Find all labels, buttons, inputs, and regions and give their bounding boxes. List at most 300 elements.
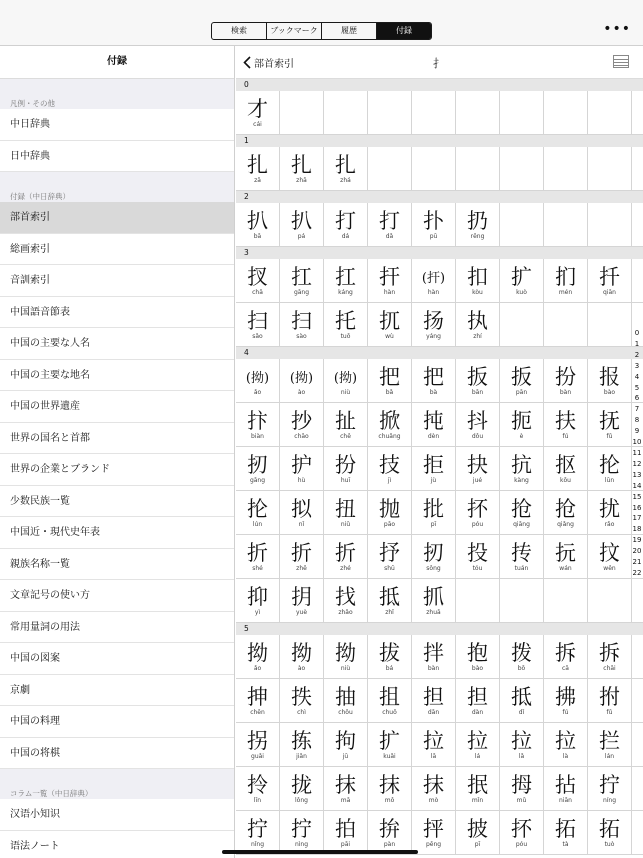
pinyin-label: lǒng <box>295 797 308 804</box>
empty-cell <box>500 203 544 246</box>
sidebar-item[interactable]: 世界の国名と首都 <box>0 423 234 455</box>
grid-row <box>236 635 643 679</box>
stroke-group-header: 3 <box>236 247 643 259</box>
kanji-cell[interactable] <box>368 635 412 678</box>
grid-row <box>236 359 643 403</box>
segmented-control[interactable] <box>211 22 432 40</box>
kanji-cell[interactable] <box>280 447 324 490</box>
kanji-cell[interactable] <box>544 635 588 678</box>
pinyin-label: káng <box>338 289 353 296</box>
kanji-char: 技 <box>379 453 400 477</box>
kanji-cell[interactable] <box>236 723 280 766</box>
empty-cell <box>412 91 456 134</box>
index-item[interactable]: 6 <box>634 394 640 403</box>
sidebar-item[interactable]: 中国語音節表 <box>0 297 234 329</box>
sidebar-item[interactable]: 世界の企業とブランド <box>0 454 234 486</box>
pinyin-label: lǎ <box>518 753 525 760</box>
kanji-cell[interactable] <box>236 767 280 810</box>
kanji-char: 抵 <box>379 585 400 609</box>
kanji-cell[interactable] <box>280 767 324 810</box>
kanji-cell[interactable] <box>324 447 368 490</box>
kanji-cell[interactable] <box>500 767 544 810</box>
pinyin-label: wán <box>559 565 572 572</box>
kanji-cell[interactable] <box>324 723 368 766</box>
pinyin-label: jiǎn <box>296 753 307 760</box>
pinyin-label: qiān <box>603 289 616 296</box>
kanji-cell[interactable] <box>324 359 368 402</box>
empty-cell <box>588 579 632 622</box>
kanji-cell[interactable] <box>280 403 324 446</box>
index-item[interactable]: 9 <box>634 427 640 436</box>
kanji-cell[interactable] <box>544 679 588 722</box>
empty-cell <box>280 91 324 134</box>
kanji-char: 抠 <box>555 453 576 477</box>
pinyin-label: zhuā <box>426 609 441 616</box>
kanji-char: 拈 <box>555 773 576 797</box>
kanji-cell[interactable] <box>368 403 412 446</box>
sidebar-item[interactable]: 親族名称一覧 <box>0 549 234 581</box>
sidebar-item[interactable]: 部首索引 <box>0 202 234 234</box>
kanji-cell[interactable] <box>456 403 500 446</box>
kanji-char: (扞) <box>421 271 446 286</box>
empty-cell <box>544 147 588 190</box>
grid-row <box>236 679 643 723</box>
index-item[interactable]: 17 <box>632 514 642 523</box>
empty-cell <box>412 147 456 190</box>
index-item[interactable]: 10 <box>632 438 642 447</box>
kanji-cell[interactable] <box>236 359 280 402</box>
pinyin-label: huī <box>340 477 351 484</box>
kanji-cell[interactable] <box>324 203 368 246</box>
pinyin-label: è <box>519 433 524 440</box>
kanji-char: 扶 <box>555 409 576 433</box>
kanji-char: 抔 <box>467 497 488 521</box>
index-item[interactable]: 20 <box>632 547 642 556</box>
kanji-char: 抗 <box>511 453 532 477</box>
kanji-char: 扪 <box>555 265 576 289</box>
tab-1[interactable]: ブックマーク <box>266 23 321 39</box>
kanji-cell[interactable] <box>500 679 544 722</box>
index-item[interactable]: 15 <box>632 492 642 501</box>
sidebar-item[interactable]: 汉语小知识 <box>0 799 234 831</box>
kanji-cell[interactable] <box>500 811 544 854</box>
kanji-cell[interactable] <box>236 535 280 578</box>
tab-3[interactable]: 付録 <box>376 23 431 39</box>
kanji-cell[interactable] <box>412 403 456 446</box>
kanji-char: 扒 <box>291 209 312 233</box>
kanji-cell[interactable] <box>544 259 588 302</box>
kanji-cell[interactable] <box>588 359 632 402</box>
sidebar-section-header: コラム一覧（中日辞典） <box>0 769 234 799</box>
kanji-cell[interactable] <box>588 447 632 490</box>
back-button[interactable] <box>243 55 294 70</box>
sidebar-item[interactable]: 京劇 <box>0 675 234 707</box>
index-item[interactable]: 19 <box>632 536 642 545</box>
index-item[interactable]: 4 <box>634 372 640 381</box>
pinyin-label: ǎo <box>253 389 262 396</box>
kanji-cell[interactable] <box>588 635 632 678</box>
nav-bar <box>236 46 643 79</box>
kanji-cell[interactable] <box>412 635 456 678</box>
kanji-char: 拂 <box>555 685 576 709</box>
kanji-cell[interactable] <box>280 535 324 578</box>
sidebar-section-header: 付録（中日辞典） <box>0 172 234 202</box>
kanji-cell[interactable] <box>368 579 412 622</box>
pinyin-label: kàng <box>514 477 529 484</box>
kanji-cell[interactable] <box>456 811 500 854</box>
kanji-cell[interactable] <box>368 723 412 766</box>
kanji-cell[interactable] <box>236 491 280 534</box>
sidebar-item[interactable]: 中国の図案 <box>0 643 234 675</box>
grid-row <box>236 259 643 303</box>
index-item[interactable]: 18 <box>632 525 642 534</box>
sidebar-item[interactable]: 文章記号の使い方 <box>0 580 234 612</box>
kanji-cell[interactable] <box>236 147 280 190</box>
kanji-cell[interactable] <box>544 767 588 810</box>
empty-cell <box>456 91 500 134</box>
sidebar-item[interactable]: 中日辞典 <box>0 109 234 141</box>
stroke-group-header: 1 <box>236 135 643 147</box>
kanji-char: (拗) <box>333 371 358 386</box>
pinyin-label: mǔ <box>516 797 527 804</box>
kanji-char: 扫 <box>247 309 268 333</box>
pinyin-label: ǎo <box>253 665 262 672</box>
kanji-char: 扤 <box>379 309 400 333</box>
kanji-char: 披 <box>467 817 488 841</box>
kanji-cell[interactable] <box>412 203 456 246</box>
sidebar-item[interactable]: 常用量詞の用法 <box>0 612 234 644</box>
index-item[interactable]: 2 <box>634 350 640 359</box>
index-item[interactable]: 14 <box>632 481 642 490</box>
kanji-cell[interactable] <box>280 303 324 346</box>
kanji-cell[interactable] <box>324 579 368 622</box>
kanji-cell[interactable] <box>412 679 456 722</box>
kanji-cell[interactable] <box>588 491 632 534</box>
pinyin-label: pāi <box>340 841 351 848</box>
kanji-cell[interactable] <box>544 811 588 854</box>
pinyin-label: ào <box>297 665 306 672</box>
kanji-char: 扠 <box>247 265 268 289</box>
kanji-cell[interactable] <box>324 767 368 810</box>
kanji-char: 拧 <box>247 817 268 841</box>
pinyin-label: zhā <box>296 177 307 184</box>
kanji-cell[interactable] <box>588 723 632 766</box>
kanji-cell[interactable] <box>456 447 500 490</box>
kanji-char: 抔 <box>511 817 532 841</box>
sidebar-item[interactable]: 日中辞典 <box>0 141 234 173</box>
kanji-cell[interactable] <box>456 203 500 246</box>
kanji-cell[interactable] <box>324 147 368 190</box>
kanji-char: 拉 <box>423 729 444 753</box>
kanji-char: 抽 <box>335 685 356 709</box>
kanji-cell[interactable] <box>280 679 324 722</box>
pinyin-label: wù <box>385 333 394 340</box>
kanji-cell[interactable] <box>456 679 500 722</box>
kanji-char: 掀 <box>379 409 400 433</box>
kanji-cell[interactable] <box>500 259 544 302</box>
kanji-char: 拢 <box>291 773 312 797</box>
kanji-char: 批 <box>423 497 444 521</box>
list-icon[interactable] <box>613 55 629 68</box>
pinyin-label: fú <box>562 709 569 716</box>
kanji-cell[interactable] <box>412 579 456 622</box>
pinyin-label: shé <box>252 565 263 572</box>
pinyin-label: bō <box>517 665 526 672</box>
kanji-cell[interactable] <box>412 811 456 854</box>
kanji-char: 抃 <box>247 409 268 433</box>
index-item[interactable]: 12 <box>632 459 642 468</box>
index-item[interactable]: 21 <box>632 558 642 567</box>
kanji-cell[interactable] <box>368 491 412 534</box>
kanji-cell[interactable] <box>456 491 500 534</box>
sidebar-item[interactable]: 中国近・現代史年表 <box>0 517 234 549</box>
kanji-cell[interactable] <box>236 203 280 246</box>
index-item[interactable]: 3 <box>634 361 640 370</box>
pinyin-label: lán <box>604 753 615 760</box>
sidebar-title: 付録 <box>0 46 234 79</box>
pinyin-label: pān <box>515 389 528 396</box>
tab-2[interactable]: 履歴 <box>321 23 376 39</box>
pinyin-label: pāo <box>383 521 396 528</box>
top-bar <box>0 0 643 46</box>
index-item[interactable]: 22 <box>632 568 642 577</box>
sidebar-item[interactable]: 中国の世界遺産 <box>0 391 234 423</box>
kanji-cell[interactable] <box>500 723 544 766</box>
kanji-cell[interactable] <box>588 259 632 302</box>
pinyin-label: bàn <box>559 389 572 396</box>
kanji-char: 担 <box>423 685 444 709</box>
empty-cell <box>368 91 412 134</box>
kanji-cell[interactable] <box>368 259 412 302</box>
kanji-cell[interactable] <box>280 491 324 534</box>
kanji-cell[interactable] <box>588 811 632 854</box>
kanji-cell[interactable] <box>412 259 456 302</box>
stroke-index[interactable] <box>631 328 643 579</box>
kanji-cell[interactable] <box>368 811 412 854</box>
empty-cell <box>588 147 632 190</box>
pinyin-label: lā <box>430 753 437 760</box>
kanji-cell[interactable] <box>500 403 544 446</box>
kanji-char: 抢 <box>511 497 532 521</box>
kanji-cell[interactable] <box>236 679 280 722</box>
kanji-cell[interactable] <box>412 767 456 810</box>
kanji-cell[interactable] <box>280 579 324 622</box>
pinyin-label: nìng <box>294 841 309 848</box>
kanji-cell[interactable] <box>236 403 280 446</box>
kanji-cell[interactable] <box>280 359 324 402</box>
kanji-char: 扒 <box>247 209 268 233</box>
pinyin-label: kòu <box>472 289 483 296</box>
kanji-cell[interactable] <box>280 723 324 766</box>
kanji-cell[interactable] <box>500 491 544 534</box>
kanji-char: 抡 <box>247 497 268 521</box>
kanji-cell[interactable] <box>500 635 544 678</box>
kanji-cell[interactable] <box>412 491 456 534</box>
pinyin-label: pū <box>429 233 438 240</box>
kanji-cell[interactable] <box>456 767 500 810</box>
grid-row <box>236 203 643 247</box>
pinyin-label: chāo <box>294 433 309 440</box>
kanji-char: 扳 <box>511 365 532 389</box>
kanji-cell[interactable] <box>588 679 632 722</box>
kanji-char: 拨 <box>511 641 532 665</box>
sidebar-item[interactable]: 语法ノート <box>0 831 234 858</box>
kanji-char: 扬 <box>423 309 444 333</box>
kanji-cell[interactable] <box>500 447 544 490</box>
kanji-cell[interactable] <box>500 359 544 402</box>
kanji-char: 拓 <box>555 817 576 841</box>
kanji-char: 折 <box>247 541 268 565</box>
pinyin-label: mǐn <box>471 797 484 804</box>
kanji-cell[interactable] <box>236 91 280 134</box>
kanji-cell[interactable] <box>456 535 500 578</box>
grid-row <box>236 535 643 579</box>
sidebar-item[interactable]: 総画索引 <box>0 234 234 266</box>
sidebar-item[interactable]: 音訓索引 <box>0 265 234 297</box>
index-item[interactable]: 1 <box>634 339 640 348</box>
kanji-cell[interactable] <box>236 635 280 678</box>
kanji-cell[interactable] <box>456 259 500 302</box>
pinyin-label: tà <box>562 841 569 848</box>
pinyin-label: pēng <box>425 841 442 848</box>
index-item[interactable]: 5 <box>634 383 640 392</box>
kanji-cell[interactable] <box>412 723 456 766</box>
kanji-cell[interactable] <box>456 303 500 346</box>
kanji-cell[interactable] <box>368 359 412 402</box>
pinyin-label: rǎo <box>604 521 615 528</box>
kanji-cell[interactable] <box>544 403 588 446</box>
kanji-cell[interactable] <box>500 535 544 578</box>
kanji-cell[interactable] <box>368 203 412 246</box>
pinyin-label: bā <box>253 233 262 240</box>
kanji-cell[interactable] <box>324 259 368 302</box>
kanji-cell[interactable] <box>236 811 280 854</box>
empty-cell <box>500 303 544 346</box>
pinyin-label: niù <box>340 665 351 672</box>
kanji-char: 扳 <box>467 365 488 389</box>
kanji-char: 拆 <box>555 641 576 665</box>
pinyin-label: kōu <box>560 477 571 484</box>
kanji-char: 抖 <box>467 409 488 433</box>
kanji-cell[interactable] <box>236 303 280 346</box>
sidebar-item[interactable]: 少数民族一覧 <box>0 486 234 518</box>
kanji-char: 拟 <box>291 497 312 521</box>
kanji-cell[interactable] <box>324 535 368 578</box>
kanji-cell[interactable] <box>324 491 368 534</box>
index-item[interactable]: 13 <box>632 470 642 479</box>
kanji-char: 才 <box>247 97 268 121</box>
kanji-cell[interactable] <box>280 811 324 854</box>
kanji-cell[interactable] <box>368 303 412 346</box>
kanji-char: 打 <box>379 209 400 233</box>
sidebar-item[interactable]: 中国の料理 <box>0 706 234 738</box>
pinyin-label: yì <box>254 609 261 616</box>
pinyin-label: cái <box>253 121 262 128</box>
pinyin-label: mò <box>428 797 439 804</box>
pinyin-label: dān <box>427 709 440 716</box>
kanji-cell[interactable] <box>456 635 500 678</box>
kanji-cell[interactable] <box>544 491 588 534</box>
pinyin-label: niān <box>559 797 572 804</box>
pinyin-label: qiǎng <box>557 521 574 528</box>
kanji-cell[interactable] <box>324 811 368 854</box>
kanji-cell[interactable] <box>544 723 588 766</box>
kanji-cell[interactable] <box>324 303 368 346</box>
kanji-cell[interactable] <box>324 679 368 722</box>
kanji-char: 抑 <box>247 585 268 609</box>
index-item[interactable]: 7 <box>634 405 640 414</box>
kanji-cell[interactable] <box>368 535 412 578</box>
kanji-cell[interactable] <box>368 679 412 722</box>
kanji-cell[interactable] <box>412 535 456 578</box>
kanji-cell[interactable] <box>544 535 588 578</box>
grid-row <box>236 303 643 347</box>
index-item[interactable]: 11 <box>632 448 642 457</box>
pinyin-label: chōu <box>338 709 353 716</box>
sidebar-item[interactable]: 中国の将棋 <box>0 738 234 770</box>
kanji-char: 抹 <box>335 773 356 797</box>
kanji-cell[interactable] <box>368 447 412 490</box>
kanji-cell[interactable] <box>544 359 588 402</box>
kanji-cell[interactable] <box>280 635 324 678</box>
pinyin-label: póu <box>471 521 484 528</box>
index-item[interactable]: 16 <box>632 503 642 512</box>
pinyin-label: niǔ <box>340 521 351 528</box>
kanji-cell[interactable] <box>324 635 368 678</box>
sidebar-item[interactable]: 中国の主要な人名 <box>0 328 234 360</box>
kanji-cell[interactable] <box>588 535 632 578</box>
kanji-cell[interactable] <box>588 767 632 810</box>
kanji-cell[interactable] <box>368 767 412 810</box>
kanji-char: 拓 <box>599 817 620 841</box>
kanji-cell[interactable] <box>412 303 456 346</box>
kanji-cell[interactable] <box>280 203 324 246</box>
tab-0[interactable]: 検索 <box>231 26 247 35</box>
kanji-char: (拗) <box>245 371 270 386</box>
kanji-char: 拐 <box>247 729 268 753</box>
kanji-cell[interactable] <box>412 359 456 402</box>
empty-cell <box>500 91 544 134</box>
kanji-char: (拗) <box>289 371 314 386</box>
kanji-char: 扛 <box>335 265 356 289</box>
kanji-cell[interactable] <box>456 723 500 766</box>
kanji-cell[interactable] <box>588 403 632 446</box>
kanji-cell[interactable] <box>324 403 368 446</box>
kanji-cell[interactable] <box>236 259 280 302</box>
kanji-char: 扦 <box>599 265 620 289</box>
kanji-char: 找 <box>335 585 356 609</box>
kanji-cell[interactable] <box>280 147 324 190</box>
index-item[interactable]: 0 <box>634 329 640 337</box>
pinyin-label: gāng <box>249 477 266 484</box>
pinyin-label: cā <box>562 665 569 672</box>
kanji-cell[interactable] <box>236 579 280 622</box>
stroke-group-header: 4 <box>236 347 643 359</box>
kanji-cell[interactable] <box>236 447 280 490</box>
kanji-cell[interactable] <box>280 259 324 302</box>
more-icon[interactable]: ••• <box>603 21 631 37</box>
sidebar-item[interactable]: 中国の主要な地名 <box>0 360 234 392</box>
kanji-cell[interactable] <box>456 359 500 402</box>
kanji-cell[interactable] <box>544 447 588 490</box>
sidebar-list <box>0 79 234 858</box>
kanji-char: 抯 <box>379 685 400 709</box>
kanji-cell[interactable] <box>412 447 456 490</box>
kanji-char: 抵 <box>511 685 532 709</box>
index-item[interactable]: 8 <box>634 416 640 425</box>
pinyin-label: jū <box>342 753 349 760</box>
kanji-char: 抛 <box>379 497 400 521</box>
